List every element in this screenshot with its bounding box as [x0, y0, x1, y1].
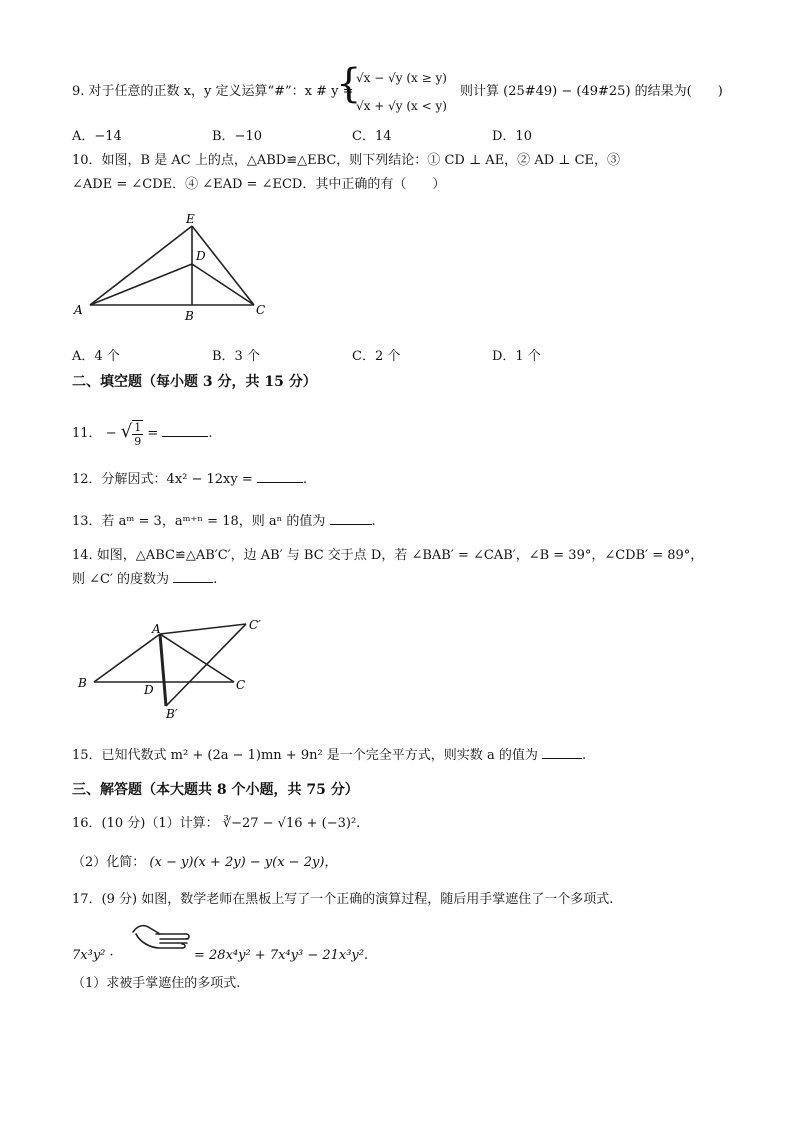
hand-icon: [130, 922, 192, 956]
q9-case1: √x − √y (x ≥ y): [356, 71, 447, 85]
q9-case2: √x + √y (x < y): [356, 99, 447, 113]
q9-option-b: B．−10: [212, 129, 262, 144]
q10-label-e: E: [186, 212, 195, 226]
q16-line1-prefix: 16．(10 分)（1）计算：: [72, 816, 219, 831]
q17-expr-right: = 28x⁴y² + 7x⁴y³ − 21x³y².: [194, 948, 369, 963]
q10-option-d: D．1 个: [492, 349, 541, 364]
q11-line: 11． − √ $\frac{1}{9}$ = .: [72, 420, 213, 448]
q9-prefix: 9. 对于任意的正数 x，y 定义运算“#”：x # y =: [72, 84, 354, 99]
q9-option-c: C．14: [352, 129, 392, 144]
q12-line: [72, 470, 307, 490]
q14-label-c1: C′: [249, 618, 261, 632]
q16-line2-expr: (x − y)(x + 2y) − y(x − 2y)，: [149, 855, 338, 870]
q14-line2-text: 则 ∠C′ 的度数为: [72, 572, 170, 587]
q12-text: 12．分解因式：4x² − 12xy =: [72, 472, 253, 487]
q11-minus: −: [105, 426, 117, 441]
q10-option-a: A．4 个: [72, 349, 120, 364]
q14-line1: 14. 如图，△ABC≌△AB′C′，边 AB′ 与 BC 交于点 D，若 ∠BAB′ = ∠CAB′，∠B = 39°，∠CDB′ = 89°，: [72, 548, 704, 563]
q10-label-d: D: [196, 249, 206, 263]
section3-title: 三、解答题（本大题共 8 个小题，共 75 分）: [72, 782, 359, 798]
q9-option-d: D．10: [492, 129, 532, 144]
q14-label-d: D: [144, 683, 154, 697]
q10-label-b: B: [185, 309, 194, 323]
q15-line: [72, 746, 586, 766]
q14-line2: [72, 570, 217, 590]
q17-line1: 17．(9 分) 如图，数学老师在黑板上写了一个正确的演算过程，随后用手掌遮住了一个多项式.: [72, 892, 614, 907]
q11-frac-bottom: 9: [134, 434, 142, 448]
q10-line2: ∠ADE = ∠CDE．④ ∠EAD = ∠ECD．其中正确的有（ ）: [72, 177, 446, 192]
q11-blank: [162, 424, 208, 437]
q13-line: [72, 512, 376, 532]
q13-end: .: [371, 514, 376, 529]
q10-label-c: C: [256, 303, 266, 317]
q15-text: 15．已知代数式 m² + (2a − 1)mn + 9n² 是一个完全平方式，则实数 a 的值为: [72, 748, 538, 763]
section2-title: 二、填空题（每小题 3 分，共 15 分）: [72, 374, 317, 390]
q15-end: .: [581, 748, 587, 763]
q11-frac-top: 1: [134, 420, 142, 434]
q14-figure: [70, 612, 280, 724]
q14-label-a: A: [152, 622, 161, 636]
q10-line1: 10．如图，B 是 AC 上的点，△ABD≌△EBC，则下列结论：① CD ⊥ AE，② AD ⊥ CE，③: [72, 153, 621, 168]
q12-end: .: [302, 472, 308, 487]
q13-text: 13．若 aᵐ = 3，aᵐ⁺ⁿ = 18，则 aⁿ 的值为: [72, 514, 326, 529]
q13-blank: [330, 512, 372, 525]
q14-label-b: B: [78, 676, 87, 690]
q9-option-a: A．−14: [72, 129, 122, 144]
q15-blank: [542, 746, 582, 759]
q11-end: .: [208, 426, 213, 441]
q10-option-b: B．3 个: [212, 349, 260, 364]
q17-expr-left: 7x³y² ·: [72, 948, 114, 963]
q11-num: 11．: [72, 426, 102, 441]
q16-line2: [72, 853, 337, 873]
q16-line1-expr: ∛−27 − √16 + (−3)².: [222, 816, 361, 831]
q14-label-c: C: [236, 678, 246, 692]
q14-label-b1: B′: [166, 707, 178, 721]
q14-blank: [173, 570, 213, 583]
q10-option-c: C．2 个: [352, 349, 401, 364]
q10-figure: [68, 208, 278, 324]
q17-sub1: （1）求被手掌遮住的多项式.: [72, 976, 241, 991]
q10-label-a: A: [74, 303, 83, 317]
q9-brace: {: [336, 61, 362, 107]
q12-blank: [257, 470, 303, 483]
q16-line2-prefix: （2）化简：: [72, 855, 146, 870]
q11-fraction: [132, 420, 143, 448]
q14-end: .: [213, 572, 218, 587]
q16-line1: [72, 814, 360, 834]
q9-suffix: 则计算 (25#49) − (49#25) 的结果为( ): [460, 84, 723, 99]
q11-eq: =: [147, 426, 159, 441]
